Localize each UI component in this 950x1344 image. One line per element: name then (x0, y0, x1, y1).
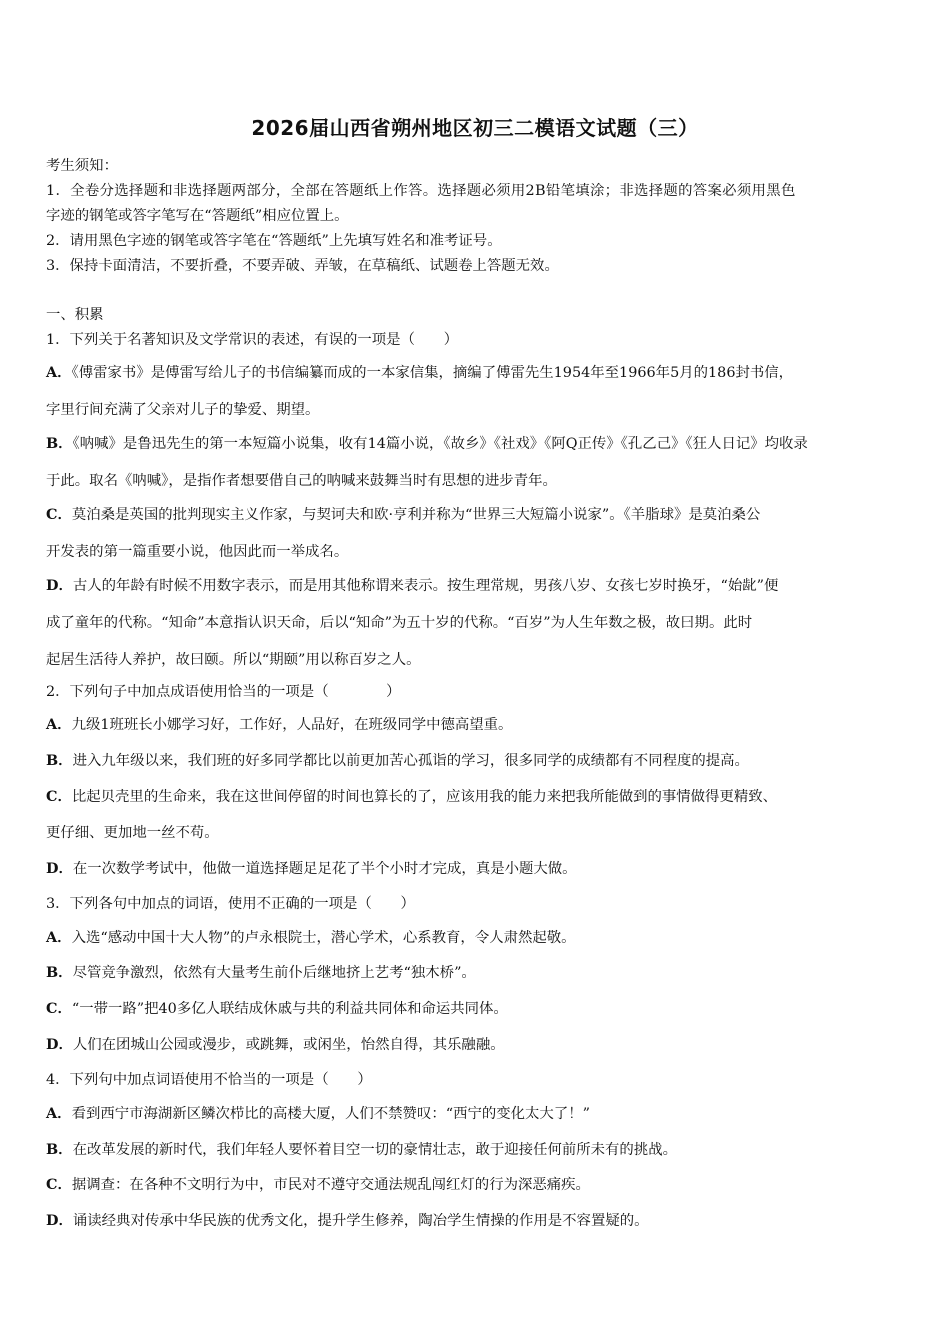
option-text: 比起贝壳里的生命来，我在这世间停留的时间也算长的了，应该用我的能力来把我所能做到的事情做得更精致、 (71, 789, 778, 805)
option-label: A． (46, 364, 72, 381)
option-line (46, 1209, 649, 1230)
option-text: 《傅雷家书》是傅雷写给儿子的书信编纂而成的一本家信集，摘编了傅雷先生1954年至1966年5月的186封书信， (71, 365, 794, 381)
option-line: 字里行间充满了父亲对儿子的挚爱、期望。 (46, 402, 320, 418)
option-label: B． (46, 964, 73, 981)
option-text: 据调查：在各种不文明行为中，市民对不遵守交通法规乱闯红灯的行为深恶痛疾。 (71, 1177, 590, 1193)
notice-line: 1．全卷分选择题和非选择题两部分，全部在答题纸上作答。选择题必须用2B铅笔填涂；非选择题的答案必须用黑色 (46, 183, 796, 199)
option-line (46, 1033, 505, 1054)
option-line (46, 713, 512, 734)
option-text: 诵读经典对传承中华民族的优秀文化，提升学生修养，陶冶学生情操的作用是不容置疑的。 (72, 1213, 649, 1229)
option-line (46, 785, 777, 806)
option-line (46, 361, 793, 382)
notice-heading: 考生须知： (46, 158, 118, 174)
notice-line: 3．保持卡面清洁，不要折叠，不要弄破、弄皱，在草稿纸、试题卷上答题无效。 (46, 258, 559, 274)
option-label: A． (46, 1105, 72, 1122)
option-text: 九级1班班长小娜学习好，工作好，人品好，在班级同学中德高望重。 (71, 717, 513, 733)
question-stem: 1．下列关于名著知识及文学常识的表述，有误的一项是（ ） (46, 332, 459, 348)
question-stem: 4．下列句中加点词语使用不恰当的一项是（ ） (46, 1072, 372, 1088)
option-text: 入选“感动中国十大人物”的卢永根院士，潜心学术，心系教育，令人肃然起敬。 (71, 930, 576, 946)
option-line (46, 432, 808, 453)
question-stem: 2．下列句子中加点成语使用恰当的一项是（ ） (46, 684, 401, 700)
option-label: D． (46, 1212, 73, 1229)
notice-line: 字迹的钢笔或答字笔写在“答题纸”相应位置上。 (46, 208, 349, 224)
option-line (46, 574, 778, 595)
option-text: 在一次数学考试中，他做一道选择题足足花了半个小时才完成，真是小题大做。 (72, 861, 577, 877)
option-label: B． (46, 435, 73, 452)
option-text: 在改革发展的新时代，我们年轻人要怀着目空一切的豪情壮志，敢于迎接任何前所未有的挑战。 (72, 1142, 677, 1158)
option-label: C． (46, 788, 72, 805)
option-label: C． (46, 1176, 72, 1193)
option-line (46, 857, 577, 878)
option-text: 进入九年级以来，我们班的好多同学都比以前更加苦心孤诣的学习，很多同学的成绩都有不同程度的提高。 (72, 753, 749, 769)
option-label: A． (46, 716, 72, 733)
option-text: 尽管竞争激烈，依然有大量考生前仆后继地挤上艺考“独木桥”。 (72, 965, 476, 981)
option-label: C． (46, 1000, 72, 1017)
option-line (46, 961, 476, 982)
option-text: 人们在团城山公园或漫步，或跳舞，或闲坐，怡然自得，其乐融融。 (72, 1037, 505, 1053)
option-line: 成了童年的代称。“知命”本意指认识天命，后以“知命”为五十岁的代称。“百岁”为人生年数之极，故曰期。此时 (46, 615, 753, 631)
option-text: “一带一路”把40多亿人联结成休戚与共的利益共同体和命运共同体。 (71, 1001, 508, 1017)
option-line (46, 503, 760, 524)
section-heading: 一、积累 (46, 307, 104, 323)
option-line (46, 997, 508, 1018)
page-title: 2026届山西省朔州地区初三二模语文试题（三） (251, 116, 699, 140)
option-line (46, 1138, 677, 1159)
option-label: D． (46, 577, 73, 594)
question-stem: 3．下列各句中加点的词语，使用不正确的一项是（ ） (46, 896, 415, 912)
option-line: 于此。取名《呐喊》，是指作者想要借自己的呐喊来鼓舞当时有思想的进步青年。 (46, 473, 557, 489)
option-label: B． (46, 752, 73, 769)
option-label: D． (46, 1036, 73, 1053)
option-text: 《呐喊》是鲁迅先生的第一本短篇小说集，收有14篇小说，《故乡》《社戏》《阿Q正传》《孔乙己》《狂人日记》均收录 (72, 436, 808, 452)
option-label: D． (46, 860, 73, 877)
option-line: 起居生活待人养护，故曰颐。所以“期颐”用以称百岁之人。 (46, 652, 421, 668)
option-text: 古人的年龄有时候不用数字表示，而是用其他称谓来表示。按生理常规，男孩八岁、女孩七岁时换牙，“始龀”便 (72, 578, 779, 594)
option-label: C． (46, 506, 72, 523)
option-line (46, 1173, 590, 1194)
option-line (46, 749, 749, 770)
option-line (46, 1102, 590, 1123)
option-line: 更仔细、更加地一丝不苟。 (46, 825, 219, 841)
option-label: A． (46, 929, 72, 946)
option-text: 看到西宁市海湖新区鳞次栉比的高楼大厦，人们不禁赞叹：“西宁的变化太大了！” (71, 1106, 590, 1122)
option-line (46, 926, 576, 947)
option-text: 莫泊桑是英国的批判现实主义作家，与契诃夫和欧·亨利并称为“世界三大短篇小说家”。《羊脂球》是莫泊桑公 (71, 507, 761, 523)
option-line: 开发表的第一篇重要小说，他因此而一举成名。 (46, 544, 349, 560)
notice-line: 2．请用黑色字迹的钢笔或答字笔在“答题纸”上先填写姓名和准考证号。 (46, 233, 502, 249)
option-label: B． (46, 1141, 73, 1158)
